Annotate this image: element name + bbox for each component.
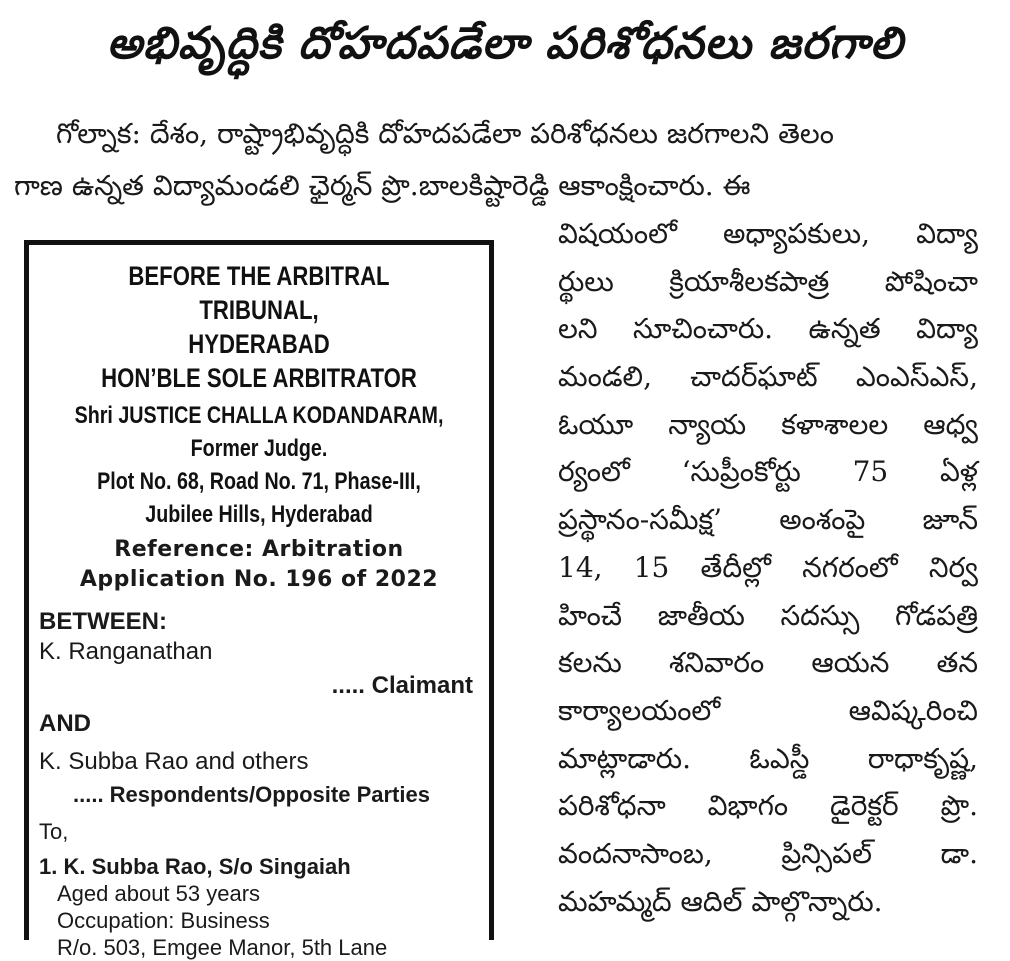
notice-title-line: HYDERABAD — [188, 329, 330, 359]
column-line: మాట్లాడారు. ఓఎస్డీ రాధాకృష్ణ, — [558, 741, 978, 775]
respondent-name: K. Subba Rao and others — [39, 748, 309, 775]
to-label: To, — [39, 819, 69, 844]
addressee: 1. K. Subba Rao, S/o Singaiah — [39, 854, 351, 879]
notice-title — [70, 259, 447, 395]
intro-line: గోల్నాక: దేశం, రాష్ట్రాభివృద్ధికి దోహదపడేలా పరిశోధనలు జరగాలని తెలం — [56, 117, 834, 150]
arbitrator-line: Jubilee Hills, Hyderabad — [145, 501, 373, 528]
notice-title-line: HON’BLE SOLE ARBITRATOR — [101, 363, 417, 393]
column-line: వందనాసాంబ, ప్రిన్సిపల్ డా. — [558, 836, 978, 870]
column-line: కార్యాలయంలో ఆవిష్కరించి — [558, 693, 978, 727]
column-line: ప్రస్థానం-సమీక్ష’ అంశంపై జూన్ — [558, 503, 978, 537]
column-line: ఓయూ న్యాయ కళాశాలల ఆధ్వ — [558, 407, 978, 441]
notice-title-line: BEFORE THE ARBITRAL TRIBUNAL, — [128, 261, 390, 325]
column-line: విషయంలో అధ్యాపకులు, విద్యా — [558, 217, 978, 250]
claimant-name: K. Ranganathan — [39, 638, 213, 665]
column-line: కలను శనివారం ఆయన తన — [558, 646, 978, 680]
arbitrator-line: Shri JUSTICE CHALLA KODANDARAM, — [74, 402, 444, 429]
headline: అభివృద్ధికి దోహదపడేలా పరిశోధనలు జరగాలి — [106, 18, 904, 69]
column-line: మహమ్మద్ ఆదిల్ పాల్గొన్నారు. — [558, 884, 883, 918]
article-column — [558, 210, 978, 925]
column-line: లని సూచించారు. ఉన్నత విద్యా — [558, 312, 978, 346]
reference-line: Reference: Arbitration — [114, 537, 404, 562]
reference — [29, 535, 489, 595]
column-line: పరిశోధనా విభాగం డైరెక్టర్ ప్రొ. — [558, 789, 978, 823]
addressee-detail: Occupation: Business — [57, 908, 270, 933]
claimant-role: ..... Claimant — [331, 672, 473, 699]
arbitrator-line: Former Judge. — [190, 435, 328, 462]
respondent-role: ..... Respondents/Opposite Parties — [73, 782, 430, 807]
legal-notice-box — [24, 240, 494, 960]
column-line: మండలి, చాదర్‌ఘాట్ ఎంఎస్ఎస్, — [558, 360, 978, 394]
and-label: AND — [39, 710, 91, 737]
parties — [29, 607, 489, 961]
arbitrator-line: Plot No. 68, Road No. 71, Phase-III, — [97, 468, 421, 495]
between-label: BETWEEN: — [39, 608, 167, 635]
column-line: హించే జాతీయ సదస్సు గోడపత్రి — [558, 598, 978, 632]
article-intro — [14, 108, 976, 212]
column-line: 14, 15 తేదీల్లో నగరంలో నిర్వ — [558, 550, 978, 584]
intro-line: గాణ ఉన్నత విద్యామండలి ఛైర్మన్ ప్రొ.బాలకిష్టారెడ్డి ఆకాంక్షించారు. ఈ — [14, 169, 751, 202]
reference-line: Application No. 196 of 2022 — [79, 567, 439, 592]
column-line: ర్థులు క్రియాశీలకపాత్ర పోషించా — [558, 264, 978, 298]
column-line: ర్యంలో ‘సుప్రీంకోర్టు 75 ఏళ్ల — [558, 455, 978, 489]
arbitrator-details — [70, 399, 447, 531]
addressee-detail: Aged about 53 years — [57, 881, 261, 906]
addressee-detail: R/o. 503, Emgee Manor, 5th Lane — [57, 935, 388, 960]
